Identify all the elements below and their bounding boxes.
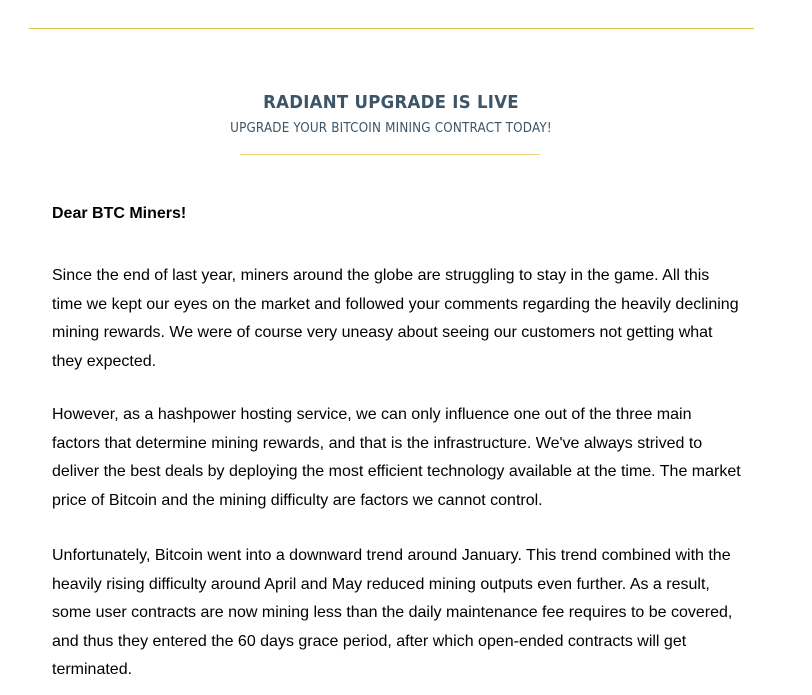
letter-paragraph: However, as a hashpower hosting service, we can only influence one out of the three main factors that determine mining rewards, and that is the infrastructure. We've always strived to deliver the best deals by deploying the most efficient technology available at the time. The market price of Bitcoin and the mining difficulty are factors we cannot control. (52, 406, 741, 509)
page-subtitle: UPGRADE YOUR BITCOIN MINING CONTRACT TODAY! (230, 121, 552, 136)
letter-greeting: Dear BTC Miners! (52, 205, 187, 222)
top-divider (29, 28, 754, 29)
heading-divider (240, 154, 540, 155)
page-title: RADIANT UPGRADE IS LIVE (263, 92, 519, 113)
letter-paragraph: Since the end of last year, miners around the globe are struggling to stay in the game. All this time we kept our eyes on the market and followed your comments regarding the heavily declining mining rewards. We were of course very uneasy about seeing our customers not getting what they expected. (52, 267, 739, 370)
letter-paragraph: Unfortunately, Bitcoin went into a downward trend around January. This trend combined with the heavily rising difficulty around April and May reduced mining outputs even further. As a result, some user contracts are now mining less than the daily maintenance fee requires to be covered, and thus they entered the 60 days grace period, after which open-ended contracts will get terminated. (52, 547, 733, 678)
